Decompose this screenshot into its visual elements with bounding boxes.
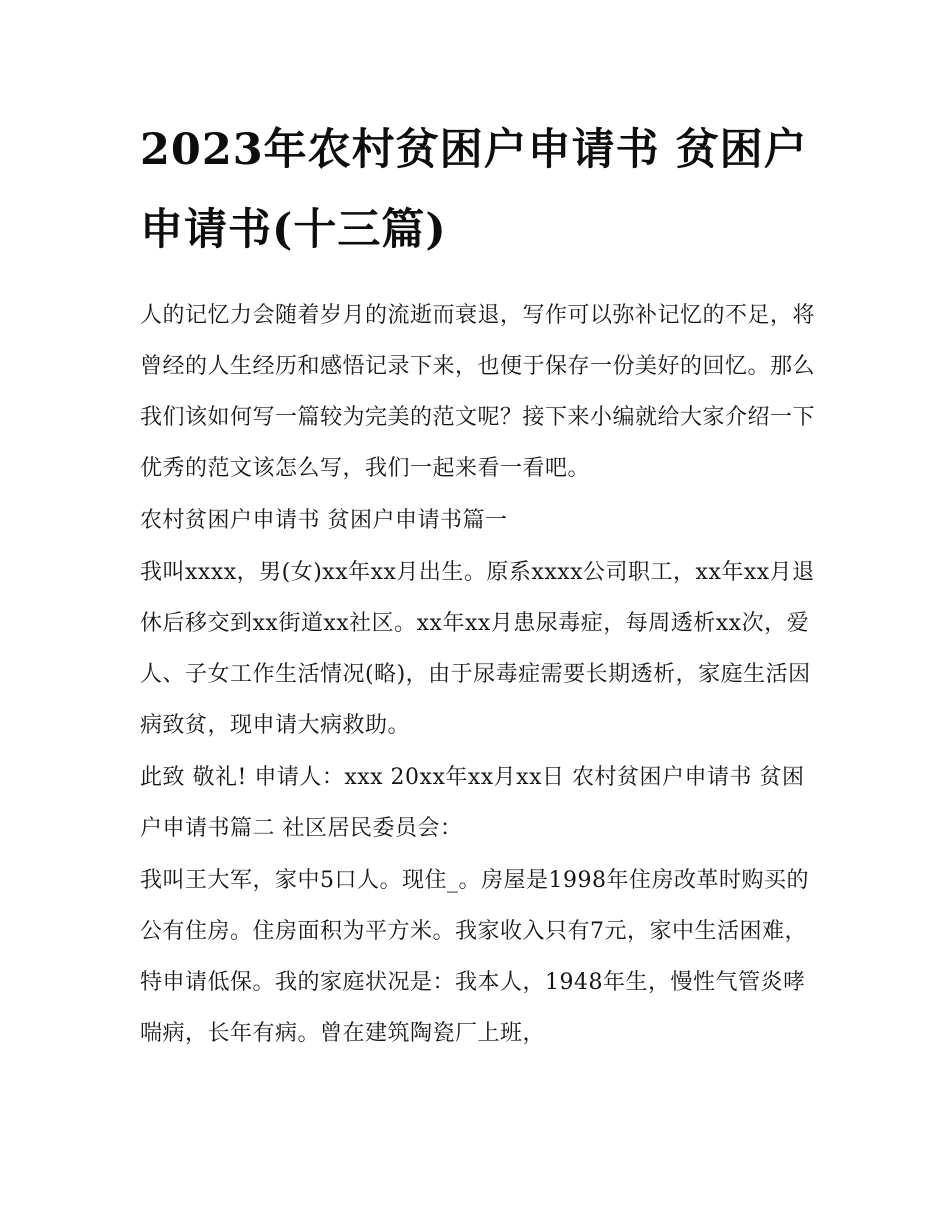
application-paragraph-one: 我叫xxxx，男(女)xx年xx月出生。原系xxxx公司职工，xx年xx月退休后移交到xx街道xx社区。xx年xx月患尿毒症，每周透析xx次，爱人、子女工作生活情况(略)，由于尿毒症需要长期透析，家庭生活因病致贫，现申请大病救助。 bbox=[140, 560, 815, 738]
section-heading-one: 农村贫困户申请书 贫困户申请书篇一 bbox=[140, 508, 508, 533]
intro-paragraph: 人的记忆力会随着岁月的流逝而衰退，写作可以弥补记忆的不足，将曾经的人生经历和感悟记录下来，也便于保存一份美好的回忆。那么我们该如何写一篇较为完美的范文呢？接下来小编就给大家介绍一下优秀的范文该怎么写，我们一起来看一看吧。 bbox=[140, 303, 816, 481]
document-title: 2023年农村贫困户申请书 贫困户申请书(十三篇) bbox=[140, 125, 808, 255]
closing-paragraph: 此致 敬礼! 申请人：xxx 20xx年xx月xx日 农村贫困户申请书 贫困户申请书篇二 社区居民委员会： bbox=[140, 765, 805, 841]
application-paragraph-two: 我叫王大军，家中5口人。现住_。房屋是1998年住房改革时购买的公有住房。住房面积为平方米。我家收入只有7元，家中生活困难，特申请低保。我的家庭状况是：我本人，1948年生，慢性气管炎哮喘病，长年有病。曾在建筑陶瓷厂上班， bbox=[140, 868, 809, 1046]
document-body bbox=[140, 110, 815, 1059]
